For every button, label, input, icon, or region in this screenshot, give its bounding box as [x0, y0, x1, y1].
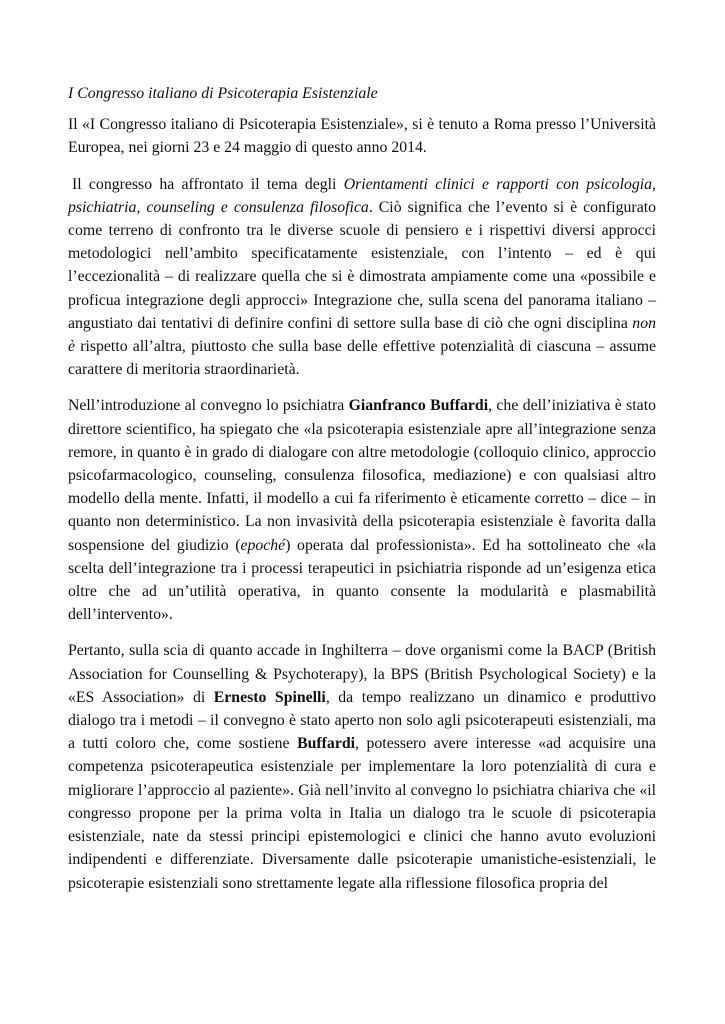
paragraph-2-italic-non-e: non è	[68, 314, 656, 356]
document-page	[68, 82, 656, 895]
paragraph-4-text-c: , da tempo realizzano un dinamico e produttivo dialogo tra i metodi – il convegno è stato aperto non solo agli psicoterapeuti esistenziali, ma a tutti coloro che, come sostiene	[68, 688, 656, 753]
paragraph-3-text-c: , che dell’iniziativa è stato direttore scientifico, ha spiegato che «la psicoterapia esistenziale apre all’integrazione senza remore, in quanto è in grado di dialogare con altre metodologie (colloquio clinico, approccio psicofarmacologico, counseling, consulenza filosofica, mediazione) e con qualsiasi altro modello della mente. Infatti, il modello a cui fa riferimento è eticamente corretto – dice – in quanto non deterministico. La non invasività della psicoterapia esistenziale è favorita dalla sospensione del giudizio (	[68, 397, 656, 554]
paragraph-3	[68, 394, 656, 626]
paragraph-2	[68, 173, 656, 382]
paragraph-4-bold-spinelli: Ernesto Spinelli	[213, 688, 326, 706]
paragraph-4-text-a: Pertanto, sulla scia di quanto accade in Inghilterra – dove organismi come la BACP (British Association for Counselling & Psychoterapy), la BPS (British Psychological Society) e la «ES Association» di	[68, 642, 656, 706]
paragraph-2-text-e: rispetto all’altra, piuttosto che sulla base delle effettive potenzialità di ciascuna – assume carattere di meritoria straordinarietà.	[68, 338, 656, 379]
paragraph-3-text-a: Nell’introduzione al convegno lo psichiatra	[68, 397, 349, 415]
paragraph-2-text-a: Il congresso ha affrontato il tema degli	[72, 175, 344, 193]
document-title: I Congresso italiano di Psicoterapia Esistenziale	[68, 85, 378, 102]
paragraph-4-text-e: , potessero avere interesse «ad acquisire una competenza psicoterapeutica esistenziale per implementare la loro potenzialità di cura e migliorare l’approccio al paziente». Già nell’invito al convegno lo psichiatra chiariva che «il congresso propone per la prima volta in Italia un dialogo tra le scuole di psicoterapia esistenziale, nate da stessi principi epistemologici e clinici che hanno avuto evoluzioni indipendenti e differenziate. Diversamente dalle psicoterapie umanistiche-esistenziali, le psicoterapie esistenziali sono strettamente legate alla riflessione filosofica propria del	[68, 735, 656, 892]
paragraph-1	[68, 113, 656, 159]
paragraph-1-text: Il «I Congresso italiano di Psicoterapia Esistenziale», si è tenuto a Roma presso l’Università Europea, nei giorni 23 e 24 maggio di questo anno 2014.	[68, 116, 656, 157]
paragraph-4	[68, 639, 656, 894]
paragraph-3-italic-epoche: epoché	[240, 536, 286, 554]
paragraph-4-bold-buffardi: Buffardi	[297, 735, 356, 753]
paragraph-2-italic-theme: Orientamenti clinici e rapporti con psicologia, psichiatria, counseling e consulenza filosofica	[68, 175, 657, 216]
paragraph-3-bold-buffardi: Gianfranco Buffardi	[348, 397, 489, 415]
paragraph-2-text-c: . Ciò significa che l’evento si è configurato come terreno di confronto tra le diverse scuole di pensiero e i rispettivi diversi approcci metodologici nell’ambito specificatamente esistenziale, con l’intento – ed è qui l’eccezionalità – di realizzare quella che si è dimostrata ampiamente come una «possibile e proficua integrazione degli approcci» Integrazione che, sulla scena del panorama italiano – angustiato dai tentativi di definire confini di settore sulla base di ciò che ogni disciplina	[68, 198, 656, 332]
paragraph-3-text-e: ) operata dal professionista». Ed ha sottolineato che «la scelta dell’integrazione tra i processi terapeutici in psichiatria risponde ad un’esigenza etica oltre che ad un’utilità operativa, in quanto consente la modularità e plasmabilità dell’intervento».	[68, 536, 656, 624]
